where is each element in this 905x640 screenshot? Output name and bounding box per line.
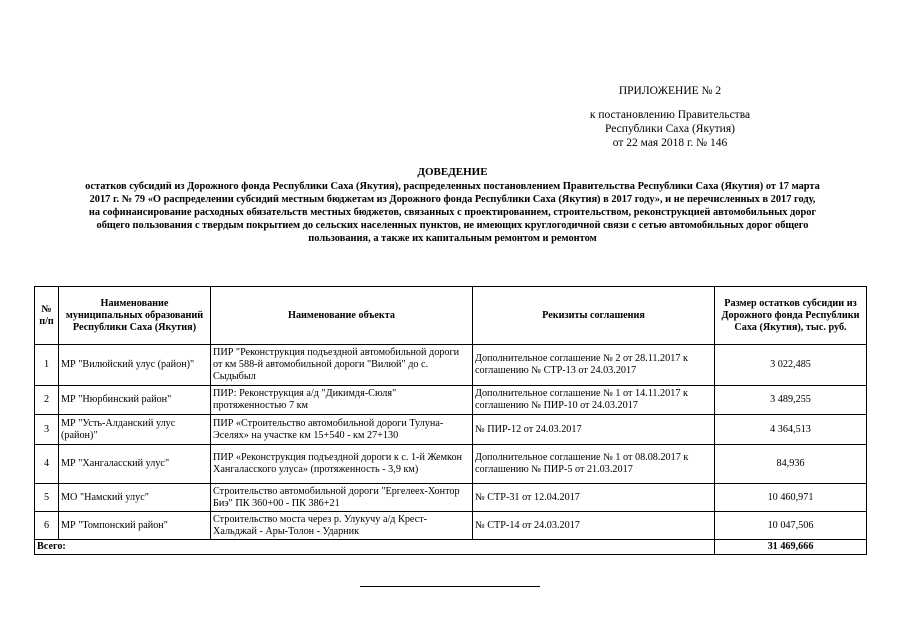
table-row [35, 445, 867, 484]
row-object: ПИР: Реконструкция а/д "Дикимдя-Сюля" протяженностью 7 км [211, 386, 473, 415]
row-object: Строительство автомобильной дороги "Ергелеех-Хонтор Биэ" ПК 360+00 - ПК 386+21 [211, 484, 473, 512]
description-line-2: 2017 г. № 79 «О распределении субсидий местным бюджетам из Дорожного фонда Республики Саха (Якутия) в 2017 году», и не перечисленных в 2017 году, [89, 194, 816, 205]
table-row [35, 415, 867, 445]
description-line-5: пользования, а также их капитальным ремонтом и ремонтом [308, 233, 597, 244]
row-amount: 4 364,513 [715, 415, 867, 445]
table-row [35, 512, 867, 540]
row-agreement: Дополнительное соглашение № 1 от 08.08.2017 к соглашению № ПИР-5 от 21.03.2017 [473, 445, 715, 484]
row-num: 2 [35, 386, 59, 415]
row-municipality: МР "Томпонский район" [59, 512, 211, 540]
header-row [35, 287, 867, 345]
row-agreement: Дополнительное соглашение № 2 от 28.11.2017 к соглашению № СТР-13 от 24.03.2017 [473, 345, 715, 386]
description-line-3: на софинансирование расходных обязательств местных бюджетов, связанных с проектированием, строительством, реконструкцией автомобильных дорог [88, 207, 817, 218]
signature-divider [360, 586, 540, 587]
row-amount: 3 489,255 [715, 386, 867, 415]
row-agreement: № ПИР-12 от 24.03.2017 [473, 415, 715, 445]
document-description [30, 180, 875, 245]
header-num: № п/п [35, 287, 59, 345]
total-label: Всего: [35, 540, 715, 555]
row-num: 3 [35, 415, 59, 445]
row-num: 1 [35, 345, 59, 386]
row-amount: 3 022,485 [715, 345, 867, 386]
row-agreement: № СТР-31 от 12.04.2017 [473, 484, 715, 512]
row-object: Строительство моста через р. Улукучу а/д Крест-Хальджай - Ары-Толон - Ударник [211, 512, 473, 540]
row-num: 6 [35, 512, 59, 540]
total-row [35, 540, 867, 555]
table-row [35, 484, 867, 512]
header-agreement: Рекизиты соглашения [473, 287, 715, 345]
description-line-4: общего пользования с твердым покрытием до сельских населенных пунктов, не имеющих круглогодичной связи с сетью автомобильных дорог общего [96, 220, 809, 231]
appendix-line-1: к постановлению Правительства [589, 109, 751, 121]
row-amount: 10 460,971 [715, 484, 867, 512]
row-municipality: МР "Усть-Алданский улус (район)" [59, 415, 211, 445]
document-title: ДОВЕДЕНИЕ [417, 166, 488, 178]
row-object: ПИР «Строительство автомобильной дороги Тулуна-Эселях» на участке км 15+540 - км 27+130 [211, 415, 473, 445]
row-amount: 84,936 [715, 445, 867, 484]
description-line-1: остатков субсидий из Дорожного фонда Республики Саха (Якутия), распределенных постановлением Правительства Республики Саха (Якутия) от 17 марта [85, 181, 820, 192]
appendix-title: ПРИЛОЖЕНИЕ № 2 [618, 85, 722, 97]
total-amount: 31 469,666 [715, 540, 867, 555]
row-municipality: МР "Хангаласский улус" [59, 445, 211, 484]
row-agreement: Дополнительное соглашение № 1 от 14.11.2017 к соглашению № ПИР-10 от 24.03.2017 [473, 386, 715, 415]
header-municipality: Наименование муниципальных образований Республики Саха (Якутия) [59, 287, 211, 345]
row-municipality: МР "Нюрбинский район" [59, 386, 211, 415]
row-object: ПИР «Реконструкция подъездной дороги к с. 1-й Жемкон Хангаласского улуса» (протяженность - 3,9 км) [211, 445, 473, 484]
table-row [35, 345, 867, 386]
row-municipality: МО "Намский улус" [59, 484, 211, 512]
appendix-line-2: Республики Саха (Якутия) [605, 123, 735, 135]
appendix-line-3: от 22 мая 2018 г. № 146 [612, 137, 728, 149]
appendix-block [500, 84, 840, 150]
subsidy-table [34, 286, 867, 555]
table-row [35, 386, 867, 415]
row-num: 4 [35, 445, 59, 484]
row-agreement: № СТР-14 от 24.03.2017 [473, 512, 715, 540]
row-num: 5 [35, 484, 59, 512]
header-amount: Размер остатков субсидии из Дорожного фонда Республики Саха (Якутия), тыс. руб. [715, 287, 867, 345]
header-object: Наименование объекта [211, 287, 473, 345]
row-municipality: МР "Вилюйский улус (район)" [59, 345, 211, 386]
row-amount: 10 047,506 [715, 512, 867, 540]
row-object: ПИР "Реконструкция подъездной автомобильной дороги от км 588-й автомобильной дороги "Вилюй" до с. Сыдыбыл [211, 345, 473, 386]
